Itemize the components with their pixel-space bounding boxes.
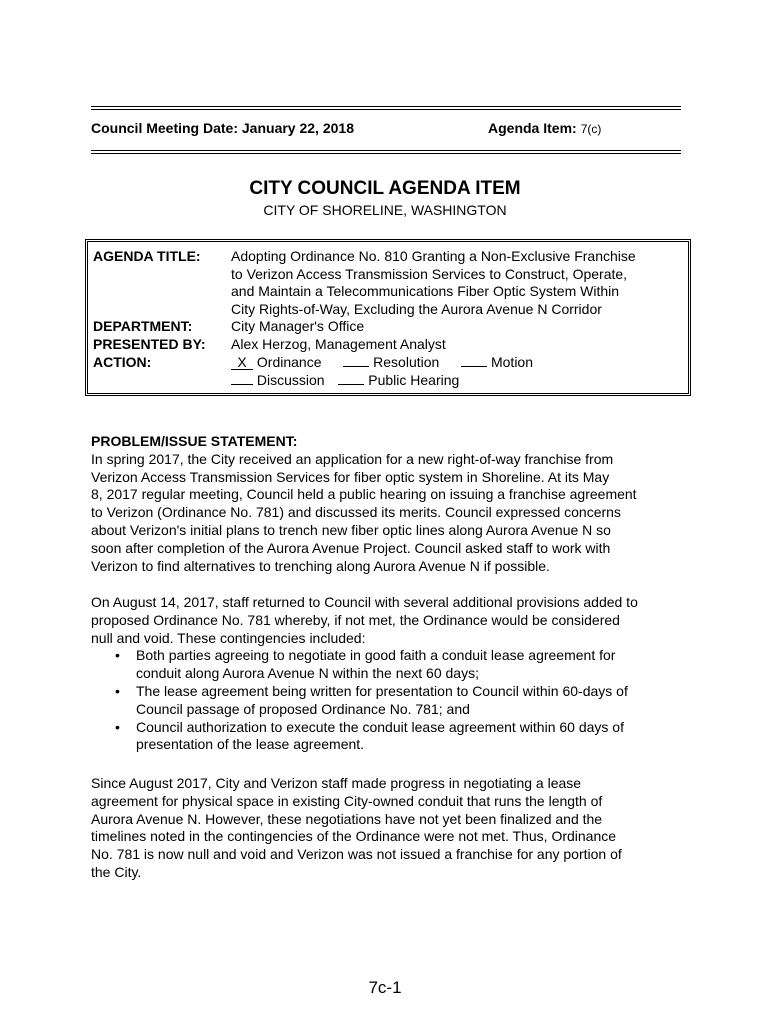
action-resolution-label: Resolution <box>373 354 440 370</box>
paragraph-line: No. 781 is now null and void and Verizon was not issued a franchise for any portion of <box>91 846 622 863</box>
list-item <box>91 683 691 719</box>
contingency-list <box>91 647 691 754</box>
paragraph-line: In spring 2017, the City received an application for a new right-of-way franchise from <box>91 450 614 467</box>
agenda-item-value: 7(c) <box>580 122 602 136</box>
action-ordinance-checkbox <box>231 354 253 372</box>
action-resolution-checkbox <box>343 354 369 367</box>
action-motion-checkbox <box>461 354 487 367</box>
agenda-title-line: to Verizon Access Transmission Services to Construct, Operate, <box>231 265 628 282</box>
agenda-item-label: Agenda Item: <box>488 120 577 136</box>
paragraph-line: agreement for physical space in existing City-owned conduit that runs the length of <box>91 792 603 809</box>
page-number: 7c-1 <box>368 978 402 997</box>
paragraph-line: to Verizon (Ordinance No. 781) and discussed its merits. Council expressed concerns <box>91 504 621 521</box>
bullet-icon: • <box>115 718 120 735</box>
page-subtitle: CITY OF SHORELINE, WASHINGTON <box>263 202 507 218</box>
paragraph-line: timelines noted in the contingencies of the Ordinance were not met. Thus, Ordinance <box>91 828 617 845</box>
action-public-hearing-label: Public Hearing <box>368 371 460 388</box>
agenda-box <box>85 239 691 396</box>
agenda-title-label: AGENDA TITLE: <box>93 248 201 264</box>
action-motion-label: Motion <box>490 354 534 370</box>
action-ordinance-label: Ordinance <box>256 354 322 370</box>
agenda-title-value <box>231 248 691 318</box>
paragraph-line: null and void. These contingencies included: <box>91 629 366 646</box>
problem-heading: PROBLEM/ISSUE STATEMENT: <box>91 433 298 449</box>
problem-section <box>91 433 691 575</box>
paragraph-line: Aurora Avenue N. However, these negotiations have not yet been finalized and the <box>91 810 603 827</box>
paragraph-line: Since August 2017, City and Verizon staff made progress in negotiating a lease <box>91 775 582 791</box>
list-item <box>91 719 691 755</box>
action-label: ACTION: <box>93 354 152 370</box>
agenda-title-line: and Maintain a Telecommunications Fiber Optic System Within <box>231 283 620 299</box>
bullet-icon: • <box>115 647 120 664</box>
action-options <box>231 354 691 389</box>
paragraph-line: soon after completion of the Aurora Avenue Project. Council asked staff to work with <box>91 539 611 556</box>
action-public-hearing-checkbox <box>338 372 364 385</box>
action-discussion-checkbox <box>231 372 253 385</box>
meeting-date: Council Meeting Date: January 22, 2018 <box>91 120 354 136</box>
paragraph-line: Verizon to find alternatives to trenching along Aurora Avenue N if possible. <box>91 557 550 574</box>
agenda-item <box>488 120 601 136</box>
list-item-line: Both parties agreeing to negotiate in good faith a conduit lease agreement for <box>136 647 616 664</box>
paragraph-line: the City. <box>91 863 142 880</box>
paragraph-line: about Verizon's initial plans to trench new fiber optic lines along Aurora Avenue N so <box>91 521 611 538</box>
page-title: CITY COUNCIL AGENDA ITEM <box>249 178 521 199</box>
paragraph-line: 8, 2017 regular meeting, Council held a public hearing on issuing a franchise agreement <box>91 486 637 503</box>
agenda-title-line: City Rights-of-Way, Excluding the Aurora Avenue N Corridor <box>231 300 602 317</box>
paragraph-line: proposed Ordinance No. 781 whereby, if not met, the Ordinance would be considered <box>91 611 620 628</box>
department-value: City Manager's Office <box>231 318 365 334</box>
list-item-line: conduit along Aurora Avenue N within the next 60 days; <box>136 665 479 682</box>
list-item-line: The lease agreement being written for presentation to Council within 60-days of <box>136 682 628 699</box>
paragraph-line: On August 14, 2017, staff returned to Council with several additional provisions added to <box>91 594 638 610</box>
contingencies-section <box>91 594 691 754</box>
list-item-line: Council authorization to execute the conduit lease agreement within 60 days of <box>136 718 624 735</box>
bullet-icon: • <box>115 682 120 699</box>
paragraph-line: Verizon Access Transmission Services for fiber optic system in Shoreline. At its May <box>91 468 610 485</box>
agenda-title-line: Adopting Ordinance No. 810 Granting a Non-Exclusive Franchise <box>231 248 636 264</box>
top-rule <box>91 106 681 110</box>
ordinance-check-mark: X <box>231 355 253 370</box>
list-item <box>91 647 691 683</box>
action-discussion-label: Discussion <box>256 371 325 388</box>
presented-label: PRESENTED BY: <box>93 336 206 352</box>
list-item-line: Council passage of proposed Ordinance No. 781; and <box>136 700 470 717</box>
header-rule <box>91 150 681 154</box>
department-label: DEPARTMENT: <box>93 318 193 334</box>
list-item-line: presentation of the lease agreement. <box>136 736 365 753</box>
presented-value: Alex Herzog, Management Analyst <box>231 336 446 352</box>
status-section <box>91 775 691 882</box>
